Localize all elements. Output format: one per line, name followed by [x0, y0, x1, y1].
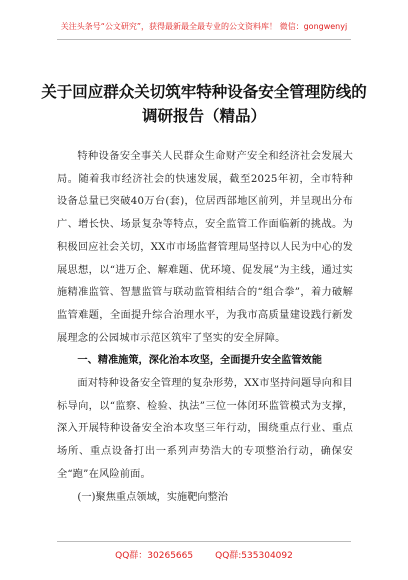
header-divider	[57, 39, 351, 40]
section-heading-1: 一、精准施策，深化治本攻坚，全面提升安全监管效能	[77, 355, 322, 367]
document-body	[57, 146, 353, 509]
header-banner: 关注头条号“公文研究”，获得最新最全最专业的公文资料库！ 微信：gongwenyj	[60, 22, 348, 31]
footer-divider	[57, 541, 351, 542]
section-1-paragraph: 面对特种设备安全管理的复杂形势，XX市坚持问题导向和目标导向，以“监察、检验、执法”三位一体闭环监管模式为支撑，深入开展特种设备安全治本攻坚三年行动，围绕重点行业、重点场所、重点设备打出一系列声势浩大的专项整治行动，确保安全“跑”在风险前面。	[57, 378, 353, 480]
footer-contact	[0, 548, 408, 561]
intro-paragraph: 特种设备安全事关人民群众生命财产安全和经济社会发展大局。随着我市经济社会的快速发展，截至2025年初，全市特种设备总量已突破40万台(套)，位居西部地区前列，并呈现出分布广、增长快、场景复杂等特点，安全监管工作面临新的挑战。为积极回应社会关切，XX市市场监督管理局坚持以人民为中心的发展思想，以“进万企、解难题、优环境、促发展”为主线，通过实施精准监管、智慧监管与联动监管相结合的“组合拳”，着力破解监管难题，全面提升综合治理水平，为我市高质量建设践行新发展理念的公园城市示范区筑牢了坚实的安全屏障。	[57, 151, 353, 344]
footer-qq-group-1: QQ群：30265665	[115, 551, 194, 561]
document-title	[40, 80, 368, 128]
footer-qq-group-2: QQ群:535304092	[215, 551, 293, 561]
document-title-line-2: 调研报告（精品）	[141, 107, 266, 125]
subsection-heading-1: (一)聚焦重点领域，实施靶向整治	[77, 491, 228, 503]
document-title-line-1: 关于回应群众关切筑牢特种设备安全管理防线的	[41, 83, 367, 101]
